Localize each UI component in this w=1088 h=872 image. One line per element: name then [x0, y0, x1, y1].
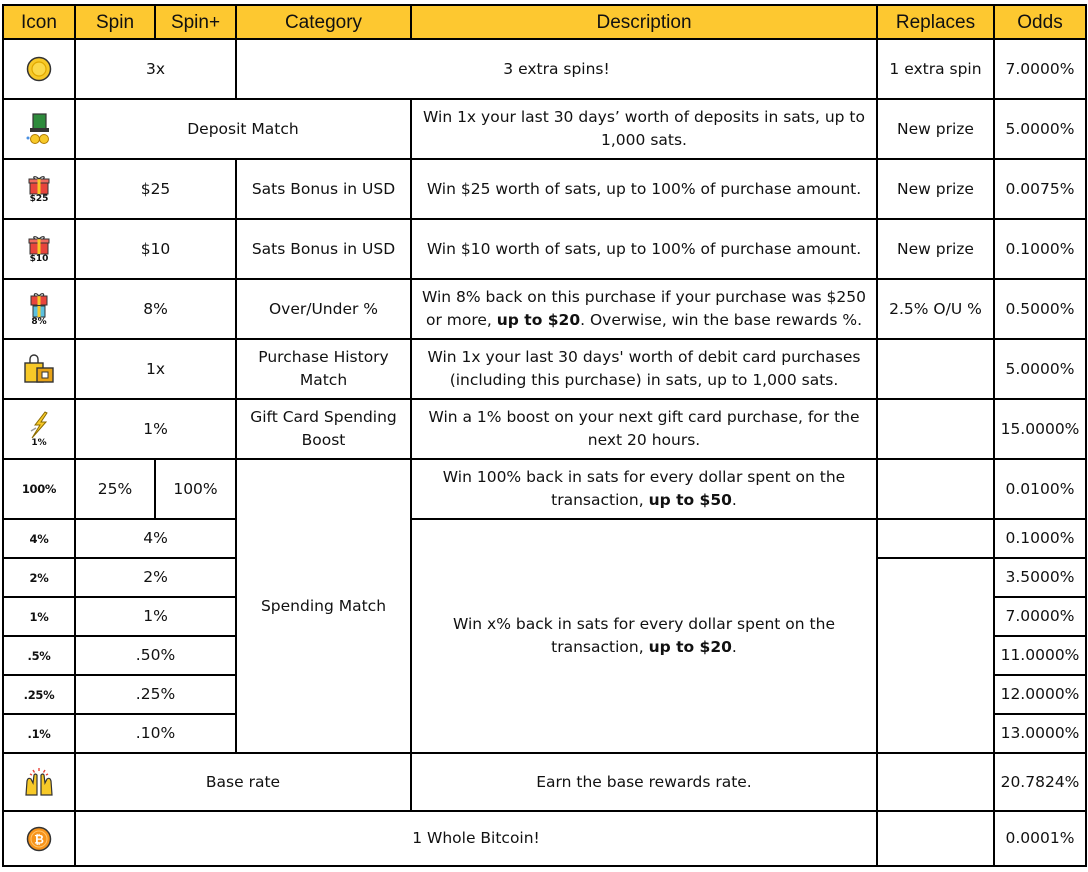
percent-1-icon: 1%	[29, 609, 49, 624]
description-cell: Win $25 worth of sats, up to 100% of purchase amount.	[411, 159, 877, 219]
odds-cell: 0.5000%	[994, 279, 1086, 339]
spin-cell: 1x	[75, 339, 236, 399]
category-cell: Deposit Match	[75, 99, 411, 159]
prize-odds-table	[2, 4, 1087, 867]
gift-8-label: 8%	[31, 316, 47, 327]
odds-cell: 0.0075%	[994, 159, 1086, 219]
replaces-cell	[877, 399, 994, 459]
odds-cell: 0.1000%	[994, 519, 1086, 558]
icon-cell	[3, 597, 75, 636]
table-row	[3, 159, 1086, 219]
category-cell: Purchase History Match	[236, 339, 411, 399]
table-row	[3, 339, 1086, 399]
description-cell: Earn the base rewards rate.	[411, 753, 877, 811]
spin-cell: 1%	[75, 399, 236, 459]
table-row	[3, 459, 1086, 519]
bolt-label: 1%	[31, 437, 47, 448]
replaces-cell	[877, 811, 994, 866]
replaces-cell: 2.5% O/U %	[877, 279, 994, 339]
odds-cell: 7.0000%	[994, 597, 1086, 636]
header-replaces: Replaces	[877, 5, 994, 39]
odds-cell: 3.5000%	[994, 558, 1086, 597]
percent-4-icon: 4%	[29, 531, 49, 546]
replaces-cell: 1 extra spin	[877, 39, 994, 99]
icon-cell	[3, 39, 75, 99]
icon-cell	[3, 519, 75, 558]
replaces-cell: New prize	[877, 99, 994, 159]
odds-cell: 20.7824%	[994, 753, 1086, 811]
category-cell-spending-match: Spending Match	[236, 459, 411, 753]
bitcoin-icon	[26, 826, 52, 852]
odds-cell: 0.1000%	[994, 219, 1086, 279]
category-cell: Base rate	[75, 753, 411, 811]
spin-cell: .10%	[75, 714, 236, 753]
odds-cell: 15.0000%	[994, 399, 1086, 459]
odds-cell: 13.0000%	[994, 714, 1086, 753]
description-cell: 3 extra spins!	[236, 39, 877, 99]
table-row	[3, 753, 1086, 811]
table-row	[3, 519, 1086, 558]
gift-10-icon	[28, 235, 50, 264]
icon-cell	[3, 219, 75, 279]
table-row	[3, 99, 1086, 159]
icon-cell	[3, 675, 75, 714]
percent-half-icon: .5%	[27, 648, 51, 663]
percent-quarter-icon: .25%	[23, 687, 55, 702]
raised-hands-icon	[22, 767, 56, 797]
icon-cell	[3, 636, 75, 675]
bolt-boost-icon	[28, 411, 50, 448]
icon-cell	[3, 459, 75, 519]
category-cell: Sats Bonus in USD	[236, 219, 411, 279]
table-row	[3, 279, 1086, 339]
icon-cell	[3, 753, 75, 811]
category-cell: Over/Under %	[236, 279, 411, 339]
icon-cell	[3, 159, 75, 219]
icon-cell	[3, 279, 75, 339]
description-cell: Win 1x your last 30 days’ worth of deposits in sats, up to 1,000 sats.	[411, 99, 877, 159]
table-row	[3, 399, 1086, 459]
replaces-cell	[877, 339, 994, 399]
header-spin-plus: Spin+	[155, 5, 236, 39]
spin-cell: .25%	[75, 675, 236, 714]
replaces-cell-empty	[877, 558, 994, 753]
spin-cell: 8%	[75, 279, 236, 339]
replaces-cell	[877, 753, 994, 811]
gift-stack-8-icon	[28, 292, 50, 327]
odds-cell: 7.0000%	[994, 39, 1086, 99]
replaces-cell	[877, 459, 994, 519]
replaces-cell: New prize	[877, 159, 994, 219]
gold-coin-icon	[26, 56, 52, 82]
icon-cell	[3, 399, 75, 459]
icon-cell	[3, 99, 75, 159]
icon-cell	[3, 714, 75, 753]
header-odds: Odds	[994, 5, 1086, 39]
icon-cell	[3, 339, 75, 399]
header-row	[3, 5, 1086, 39]
table-row	[3, 811, 1086, 866]
spin-cell: 25%	[75, 459, 155, 519]
spin-cell: .50%	[75, 636, 236, 675]
description-cell: Win 100% back in sats for every dollar spent on the transaction, up to $50.	[411, 459, 877, 519]
spin-cell: 3x	[75, 39, 236, 99]
table-row	[3, 39, 1086, 99]
description-cell: Win a 1% boost on your next gift card purchase, for the next 20 hours.	[411, 399, 877, 459]
odds-cell: 12.0000%	[994, 675, 1086, 714]
shopping-bag-icon	[23, 354, 55, 384]
replaces-cell: New prize	[877, 219, 994, 279]
header-description: Description	[411, 5, 877, 39]
percent-tenth-icon: .1%	[27, 726, 51, 741]
odds-cell: 0.0001%	[994, 811, 1086, 866]
spin-cell: 1%	[75, 597, 236, 636]
svg-text:₿: ₿	[34, 832, 44, 846]
category-cell: Sats Bonus in USD	[236, 159, 411, 219]
percent-100-icon: 100%	[21, 482, 57, 496]
spin-cell: 4%	[75, 519, 236, 558]
header-icon: Icon	[3, 5, 75, 39]
spin-cell: $10	[75, 219, 236, 279]
odds-cell: 5.0000%	[994, 99, 1086, 159]
percent-2-icon: 2%	[29, 570, 49, 585]
odds-cell: 11.0000%	[994, 636, 1086, 675]
gift-25-icon	[28, 175, 50, 204]
description-cell: Win 1x your last 30 days' worth of debit card purchases (including this purchase) in sats, up to 1,000 sats.	[411, 339, 877, 399]
category-cell: Gift Card Spending Boost	[236, 399, 411, 459]
spin-cell: 2%	[75, 558, 236, 597]
description-cell: Win 8% back on this purchase if your purchase was $250 or more, up to $20. Overwise, win the base rewards %.	[411, 279, 877, 339]
icon-cell	[3, 811, 75, 866]
header-category: Category	[236, 5, 411, 39]
odds-cell: 0.0100%	[994, 459, 1086, 519]
deposit-coins-icon	[24, 112, 54, 146]
gift-10-label: $10	[29, 253, 49, 264]
description-cell-spending-match: Win x% back in sats for every dollar spent on the transaction, up to $20.	[411, 519, 877, 753]
description-cell: Win $10 worth of sats, up to 100% of purchase amount.	[411, 219, 877, 279]
gift-25-label: $25	[29, 193, 49, 204]
spin-plus-cell: 100%	[155, 459, 236, 519]
table-row	[3, 219, 1086, 279]
odds-cell: 5.0000%	[994, 339, 1086, 399]
spin-cell: $25	[75, 159, 236, 219]
replaces-cell	[877, 519, 994, 558]
icon-cell	[3, 558, 75, 597]
description-cell: 1 Whole Bitcoin!	[75, 811, 877, 866]
header-spin: Spin	[75, 5, 155, 39]
